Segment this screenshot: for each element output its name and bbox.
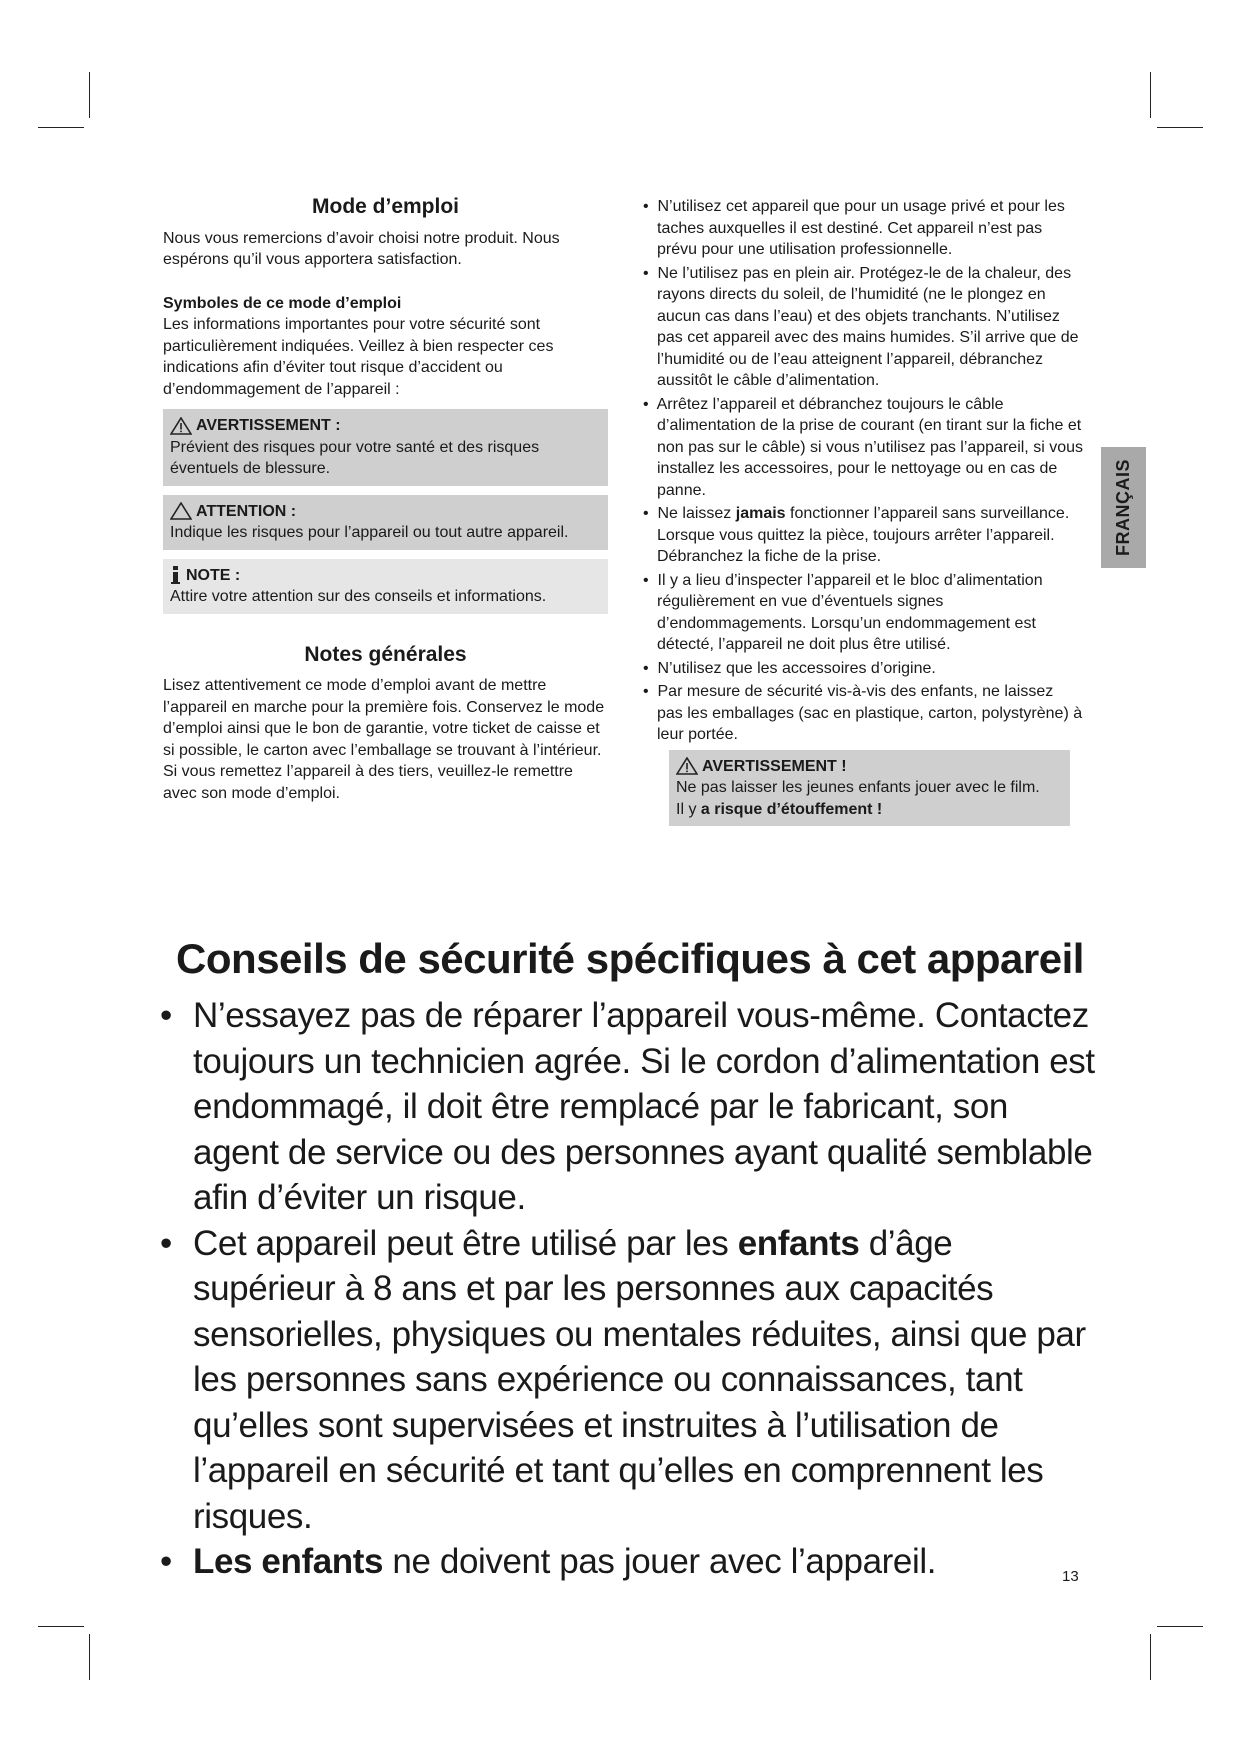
list-item: • Par mesure de sécurité vis-à-vis des enfants, ne laissez pas les emballages (sac en plastique, carton, polystyrène) à leur portée.	[643, 683, 1083, 743]
child-warning-box	[669, 750, 1070, 827]
attention-text: Indique les risques pour l’appareil ou tout autre appareil.	[170, 524, 569, 541]
warning-icon	[170, 417, 192, 435]
info-icon	[170, 565, 182, 585]
crop-mark	[38, 127, 84, 128]
language-tab-label: FRANÇAIS	[1113, 459, 1133, 556]
list-item: • Ne l’utilisez pas en plein air. Protégez-le de la chaleur, des rayons directs du soleil, de l’humidité (ne le plongez en aucun cas dans l’eau) et des objets tranchants. N’utilisez pas cet appareil avec des mains humides. S’il arrive que de l’humidité ou de l’eau atteignent l’appareil, débranchez aussitôt le câble d’alimentation.	[643, 264, 1079, 389]
list-item: • N’essayez pas de réparer l’appareil vous-même. Contactez toujours un technicien agrée. Si le cordon d’alimentation est endommagé, il doit être remplacé par le fabricant, son agent de service ou des personnes ayant qualité semblable afin d’éviter un risque.	[160, 996, 1095, 1217]
safety-bullets	[160, 993, 1100, 1585]
list-item: • Les enfants ne doivent pas jouer avec l’appareil.	[160, 1542, 937, 1581]
list-item: • Arrêtez l’appareil et débranchez toujours le câble d’alimentation de la prise de courant (en tirant sur la fiche et non pas sur le câble) si vous n’utilisez pas l’appareil, si vous installez les accessoires, pour le nettoyage ou en cas de panne.	[643, 395, 1083, 499]
list-item: • Cet appareil peut être utilisé par les enfants d’âge supérieur à 8 ans et par les personnes aux capacités sensorielles, physiques ou mentales réduites, ainsi que par les personnes sans expérience ou connaissances, tant qu’elles sont supervisées et instruites à l’utilisation de l’appareil en sécurité et tant qu’elles en comprennent les risques.	[160, 1223, 1086, 1536]
attention-icon	[170, 502, 192, 520]
symbols-title: Symboles de ce mode d’emploi	[163, 294, 402, 312]
right-column	[641, 196, 1083, 826]
notes-generales-title: Notes générales	[304, 642, 467, 666]
list-item: • N’utilisez cet appareil que pour un usage privé et pour les taches auxquelles il est destiné. Cet appareil n’est pas prévu pour une utilisation professionnelle.	[643, 198, 1065, 258]
mode-emploi-title: Mode d’emploi	[312, 195, 459, 218]
safety-section	[160, 935, 1100, 1585]
warning-label: AVERTISSEMENT :	[196, 417, 341, 434]
crop-mark	[1150, 72, 1151, 118]
child-warning-line2: Il y a risque d’étouffement !	[676, 800, 883, 818]
symbols-text: Les informations importantes pour votre sécurité sont particulièrement indiquées. Veillez à bien respecter ces indications afin d’éviter tout risque d’accident ou d’endommagement de l’appareil :	[163, 316, 554, 398]
list-item: • Ne laissez jamais fonctionner l’appareil sans surveillance. Lorsque vous quittez la pièce, toujours arrêter l’appareil. Débranchez la fiche de la prise.	[643, 505, 1070, 565]
crop-mark	[89, 72, 90, 118]
safety-title: Conseils de sécurité spécifiques à cet appareil	[176, 935, 1084, 982]
language-tab	[1101, 447, 1146, 568]
crop-mark	[1157, 127, 1203, 128]
warning-text: Prévient des risques pour votre santé et des risques éventuels de blessure.	[170, 438, 540, 477]
crop-mark	[38, 1626, 84, 1627]
attention-box	[163, 495, 608, 550]
list-item: • Il y a lieu d’inspecter l’appareil et le bloc d’alimentation régulièrement en vue d’éventuels signes d’endommagements. Lorsqu’un endommagement est détecté, l’appareil ne doit plus être utilisé.	[643, 571, 1043, 653]
crop-mark	[1157, 1626, 1203, 1627]
list-item: • N’utilisez que les accessoires d’origine.	[643, 659, 936, 677]
child-warning-line1: Ne pas laisser les jeunes enfants jouer avec le film.	[676, 779, 1040, 796]
notes-generales-text: Lisez attentivement ce mode d’emploi avant de mettre l’appareil en marche pour la première fois. Conservez le mode d’emploi ainsi que le bon de garantie, votre ticket de caisse et si possible, le carton avec l’emballage se trouvant à l’intérieur. Si vous remettez l’appareil à des tiers, veuillez-le remettre avec son mode d’emploi.	[163, 677, 605, 802]
page-number: 13	[1062, 1568, 1079, 1585]
note-text: Attire votre attention sur des conseils et informations.	[170, 588, 547, 605]
warning-box	[163, 409, 608, 486]
crop-mark	[89, 1634, 90, 1680]
mode-emploi-intro: Nous vous remercions d’avoir choisi notre produit. Nous espérons qu’il vous apportera satisfaction.	[163, 229, 560, 268]
attention-label: ATTENTION :	[196, 502, 297, 520]
crop-mark	[1150, 1634, 1151, 1680]
child-warning-label: AVERTISSEMENT !	[702, 757, 847, 775]
warning-icon	[676, 757, 698, 775]
left-column	[163, 196, 608, 804]
note-label: NOTE :	[186, 566, 241, 584]
safety-list	[641, 196, 1083, 746]
note-box	[163, 559, 608, 614]
